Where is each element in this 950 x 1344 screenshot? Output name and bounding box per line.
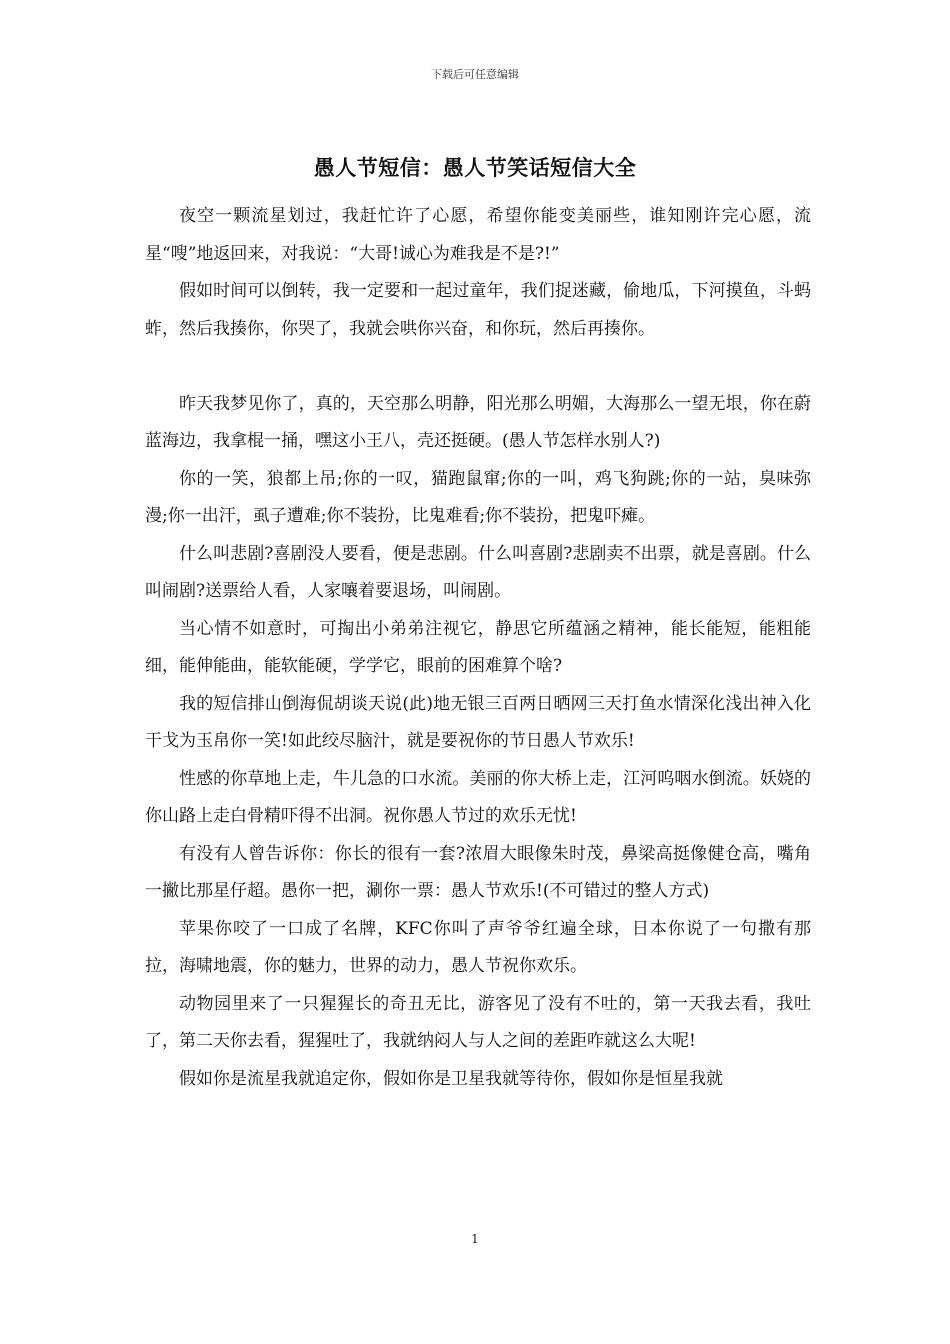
paragraph: 昨天我梦见你了，真的，天空那么明静，阳光那么明媚，大海那么一望无垠，你在蔚蓝海边，我拿棍一捅，嘿这小王八，壳还挺硬。(愚人节怎样水别人?)	[145, 393, 811, 451]
document-body	[145, 198, 811, 1098]
page-number: 1	[471, 1232, 479, 1246]
header-note: 下载后可任意编辑	[431, 68, 519, 81]
paragraph: 动物园里来了一只猩猩长的奇丑无比，游客见了没有不吐的，第一天我去看，我吐了，第二天你去看，猩猩吐了，我就纳闷人与人之间的差距咋就这么大呢!	[145, 993, 811, 1051]
paragraph: 性感的你草地上走，牛儿急的口水流。美丽的你大桥上走，江河呜咽水倒流。妖娆的你山路上走白骨精吓得不出洞。祝你愚人节过的欢乐无忧!	[145, 768, 811, 826]
document-title: 愚人节短信：愚人节笑话短信大全	[313, 155, 637, 180]
paragraph: 假如你是流星我就追定你，假如你是卫星我就等待你，假如你是恒星我就	[179, 1068, 723, 1089]
paragraph: 夜空一颗流星划过，我赶忙许了心愿，希望你能变美丽些，谁知刚许完心愿，流星“嗖”地返回来，对我说：“大哥!诚心为难我是不是?!”	[145, 206, 811, 264]
paragraph: 什么叫悲剧?喜剧没人要看，便是悲剧。什么叫喜剧?悲剧卖不出票，就是喜剧。什么叫闹剧?送票给人看，人家嚷着要退场，叫闹剧。	[145, 543, 811, 601]
paragraph: 你的一笑，狼都上吊;你的一叹，猫跑鼠窜;你的一叫，鸡飞狗跳;你的一站，臭味弥漫;你一出汗，虱子遭难;你不装扮，比鬼难看;你不装扮，把鬼吓瘫。	[145, 468, 811, 526]
paragraph: 苹果你咬了一口成了名牌，KFC你叫了声爷爷红遍全球，日本你说了一句撒有那拉，海啸地震，你的魅力，世界的动力，愚人节祝你欢乐。	[145, 918, 811, 976]
paragraph: 假如时间可以倒转，我一定要和一起过童年，我们捉迷藏，偷地瓜，下河摸鱼，斗蚂蚱，然后我揍你，你哭了，我就会哄你兴奋，和你玩，然后再揍你。	[145, 281, 811, 339]
paragraph: 有没有人曾告诉你：你长的很有一套?浓眉大眼像朱时茂，鼻梁高挺像健仓高，嘴角一撇比那星仔超。愚你一把，涮你一票：愚人节欢乐!(不可错过的整人方式)	[145, 843, 811, 901]
paragraph: 我的短信排山倒海侃胡谈天说(此)地无银三百两日晒网三天打鱼水情深化浅出神入化干戈为玉帛你一笑!如此绞尽脑汁，就是要祝你的节日愚人节欢乐!	[145, 693, 811, 751]
paragraph: 当心情不如意时，可掏出小弟弟注视它，静思它所蕴涵之精神，能长能短，能粗能细，能伸能曲，能软能硬，学学它，眼前的困难算个啥?	[145, 618, 811, 676]
